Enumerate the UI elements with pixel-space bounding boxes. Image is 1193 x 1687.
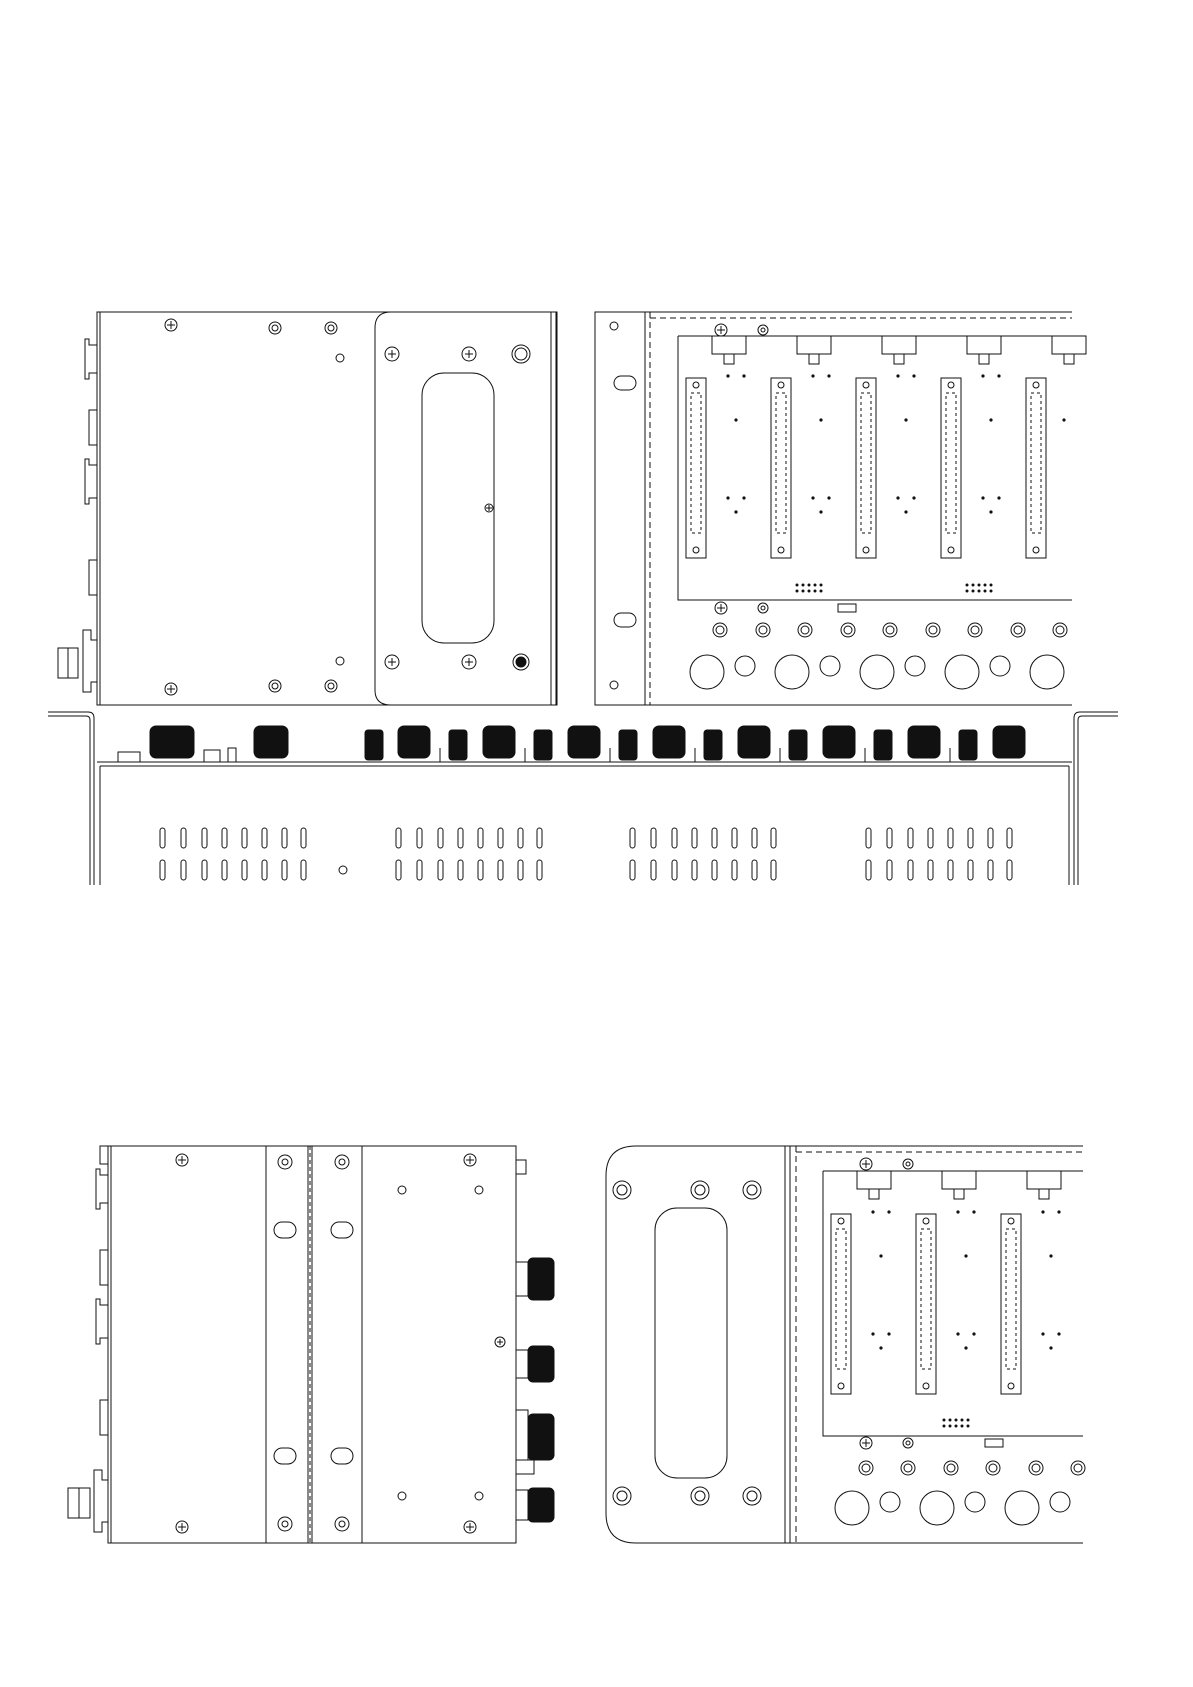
side-view-top <box>58 312 557 705</box>
rear-modules-top <box>686 336 1086 593</box>
vent-slots <box>160 828 1012 880</box>
rear-jack-row-top <box>690 623 1067 689</box>
rear-modules-bottom <box>831 1171 1061 1428</box>
bottom-side-connectors <box>68 1146 108 1532</box>
front-elevation-view <box>48 712 1118 885</box>
bottom-side-knobs <box>516 1160 554 1522</box>
front-knobs <box>150 726 1025 760</box>
rear-jack-row-bottom <box>835 1461 1085 1525</box>
rear-panel-view-bottom <box>606 1146 1085 1543</box>
bottom-side-screws <box>176 1154 505 1533</box>
side-screws <box>165 319 530 695</box>
side-connectors <box>58 339 97 692</box>
side-view-bottom <box>68 1146 554 1543</box>
rear-panel-view-top <box>595 312 1086 705</box>
